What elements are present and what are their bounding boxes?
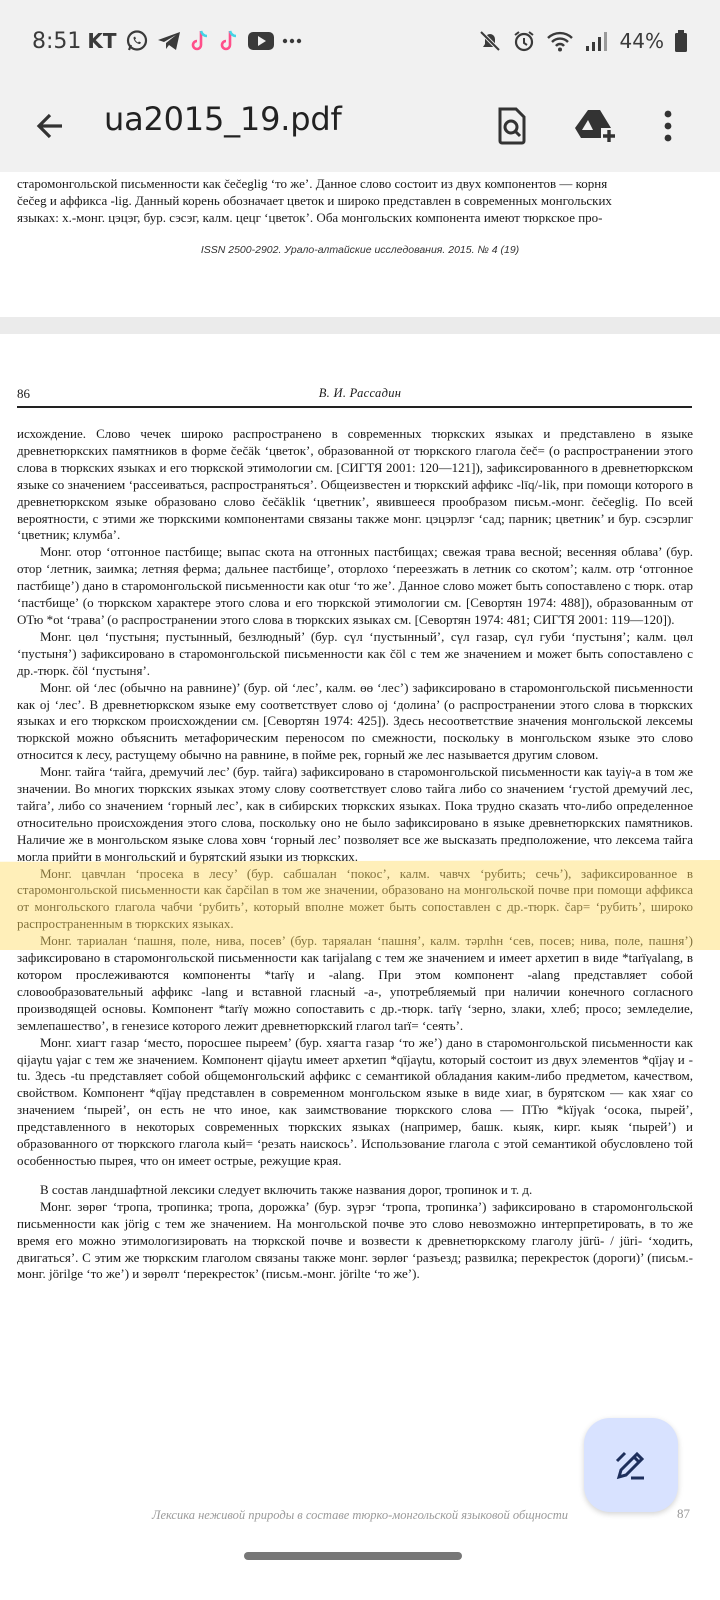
page-body [17, 426, 693, 1283]
header-rule [17, 406, 692, 408]
mute-icon [478, 29, 502, 53]
scroll-handle[interactable] [244, 1552, 462, 1560]
pdf-page-previous [0, 172, 720, 317]
page-text [17, 176, 693, 227]
edit-pen-icon [613, 1447, 649, 1483]
pdf-page-86 [0, 334, 720, 1600]
add-to-drive-button[interactable] [572, 100, 620, 152]
paragraph: Монг. цөл ‘пустыня; пустынный, безлюдный’ (бур. сүл ‘пустынный’, сүл газар, сүл губи ‘пустыня’; калм. цөл ‘пустыня’) зафиксировано в старомонгольской письменности как čöl с тем же значением и может быть сопоставлено с др.-тюрк. čöl ‘пустыня’. [17, 628, 693, 678]
page-footer: ISSN 2500-2902. Урало-алтайские исследования. 2015. № 4 (19) [200, 244, 520, 256]
paragraph: Монг. отор ‘отгонное пастбище; выпас скота на отгонных пастбищах; свежая трава весной; весенняя облава’ (бур. отор ‘летник, заимка; летняя ферма; дальнее пастбище’, оторлохо ‘переезжать в летник со скотом’; калм. отр ‘отгонное пастбище’) дано в старомонгольской письменности как otur ‘то же’. Данное слово может быть сопоставлено с тюрк. отар ‘пастбище’ (о тюркском характере этого слова и его тюркской этимологии см. [Севортян 1974: 488]), образованным от ОТю *ot ‘трава’ (о распространении этого слова в тюркских языках см. [Севортян 1974: 481; СИГТЯ 2001: 119—120]). [17, 544, 693, 627]
status-time: 8:51 [32, 28, 82, 54]
more-vert-icon [663, 110, 673, 142]
paragraph: В состав ландшафтной лексики следует включить также названия дорог, тропинок и т. д. [40, 1181, 533, 1197]
paragraph: исхождение. Слово чечек широко распространено в современных тюркских языках и представлено в языке древнетюркских памятников в форме čečäk ‘цветок’, образованной от тюркского глагола čeč= (о распространении этого слова в тюркских языках и его тюркской этимологии см. [СИГТЯ 2001: 120—121]), зафиксированного в древнетюркском языке со значением ‘рассеиваться, распространяться’. Общеизвестен и тюркский аффикс -līq/-lik, при помощи которого в древнетюркском языке образовано слово čečäklik ‘цветник’, явившееся прообразом письм.-монг. čečeglig. По всей вероятности, с этими же тюркскими компонентами связаны также монг. цэцэрлэг ‘сад; парник; цветник’ и бур. сэсэрлиг ‘цветник; клумба’. [17, 426, 693, 543]
more-notifications-icon [282, 36, 302, 46]
paragraph: Монг. тариалан ‘пашня, поле, нива, посев’ (бур. таряалан ‘пашня’, калм. тәрлһн ‘сев, посев; нива, поле, пашня’) зафиксировано в старомонгольской письменности как tarijalang с тем же значением и имеет архетип в виде *tarïγalang, в котором прослеживаются компоненты *tarïγ и -alang. При этом компонент -alang представляет собой словообразовательный аффикс -lang и вставной гласный -a-, употребляемый при наличии конечного согласного производящей основы. Компонент *tarïγ можно сопоставить с др.-тюрк. tarïγ ‘зерно, злаки, хлеб; просо; земледелие, землепашество’, в генезисе которого лежит древнетюркский глагол tarï= ‘сеять’. [17, 933, 693, 1033]
page-number: 86 [17, 386, 30, 401]
text-line: čečeg и аффикса -lig. Данный корень обозначает цветок и широко представлен в современных монгольских [17, 192, 612, 208]
arrow-back-icon [34, 110, 66, 142]
status-bar [0, 0, 720, 82]
search-document-icon [496, 107, 528, 145]
paragraph: Монг. хиагт газар ‘место, поросшее пыреем’ (бур. хяагта газар ‘то же’) дано в старомонгольской письменности как qijaγtu γajar с тем же значением. Компонент qijaγtu имеет архетип *qïjaγtu, который состоит из двух элементов *qïjaγ и -tu. Здесь -tu представляет собой общемонгольский аффикс с семантикой обладания каким-либо предметом, качеством, свойством. Компонент *qïjaγ представлен в современном монгольском языке в виде хиаг, в бурятском — как хяаг со значением ‘пырей’, он есть не что иное, как заимствование тюркского слова — ПТю *kïjγak ‘осока, пырей’, представленного в некоторых современных тюркских языках (например, башк. кыяк, кирг. кыяк ‘пырей’) и образованного от тюркского глагола кый= ‘резать наискось’. Использование глагола с этой семантикой обусловлено той особенностью пырея, что он имеет острые, режущие края. [17, 1034, 693, 1168]
whatsapp-icon [125, 29, 149, 53]
paragraph: Монг. цавчлан ‘просека в лесу’ (бур. сабшалан ‘покос’, калм. чавчх ‘рубить; сечь’), зафиксированное в старомонгольской письменности как čapčilan в том же значении, образовано на монгольской почве при помощи аффикса от монгольского глагола чабчи ‘рубить’, который вполне может быть сопоставлен с др.-тюрк. čap= ‘рубить’, широко распространенным в тюркских языках. [17, 865, 693, 932]
more-options-button[interactable] [644, 100, 692, 152]
battery-percent: 44% [619, 29, 664, 53]
paragraph: Монг. ой ‘лес (обычно на равнине)’ (бур. ой ‘лес’, калм. өө ‘лес’) зафиксировано в старомонгольской письменности как oj ‘лес’. В древнетюркском языке ему соответствует слово oj ‘долина’ (о распространении этого слова в тюркских языках и его тюркском происхождении см. [Севортян 1974: 425]). Здесь несоответствие значения монгольской лексемы тюркской можно объяснить метафорическим переносом по смежности, поскольку в монгольском языке это слово относится к лесу, растущему обычно на равнине, в пойме рек, горный же лес называется другим словом. [17, 679, 693, 763]
pdf-viewer[interactable] [0, 172, 720, 1600]
paragraph: Монг. тайга ‘тайга, дремучий лес’ (бур. тайга) зафиксировано в старомонгольской письменности как tayiγ-a в том же значении. Во многих тюркских языках этому слову соответствует слово тайга либо со значением ‘густой дремучий лес, тайга’, либо со значением ‘горный лес’, как в сибирских тюркских языках. Пока трудно сказать что-либо определенное относительно происхождения этого слова, поскольку оно не было зафиксировано в языке древнетюркских памятников. Наличие же в монгольском языке слова ховч ‘горный лес’ позволяет все же высказать предположение, что лексема тайга могла прийти в монгольский и бурятский языки из тюркских. [17, 764, 693, 864]
system-icons [478, 29, 688, 53]
page-number: 87 [677, 1506, 690, 1521]
tiktok-icon [189, 29, 211, 53]
signal-icon [584, 30, 610, 52]
telegram-icon [156, 30, 182, 52]
wifi-icon [546, 30, 574, 52]
drive-add-icon [575, 108, 617, 144]
edit-fab-button[interactable] [584, 1418, 678, 1512]
notification-icons [125, 29, 302, 53]
find-in-document-button[interactable] [488, 100, 536, 152]
text-line: старомонгольской письменности как čečeglig ‘то же’. Данное слово состоит из двух компонентов — корня [17, 176, 608, 191]
alarm-icon [512, 29, 536, 53]
document-title: ua2015_19.pdf [104, 100, 342, 138]
status-carrier: KT [87, 29, 117, 53]
back-button[interactable] [26, 102, 74, 150]
paragraph: Монг. зөрөг ‘тропа, тропинка; тропа, дорожка’ (бур. зүрэг ‘тропа, тропинка’) зафиксировано в старомонгольской письменности как jörig с тем же значением. На монгольской почве это слово невозможно интерпретировать, в то же время его можно этимологизировать на тюркской почве и возвести к древнетюркскому глаголу jürü- / jüri- ‘ходить, двигаться’. С этим же тюркским глаголом связаны также монг. зөрлөг ‘разъезд; развилка; перекресток (дороги)’ (письм.-монг. jörilge ‘то же’) и зөрөлт ‘перекресток’ (письм.-монг. jörilte ‘то же’). [17, 1198, 693, 1282]
battery-icon [674, 29, 688, 53]
text-line: языках: х.-монг. цэцэг, бур. сэсэг, калм. цецг ‘цветок’. Оба монгольских компонента имеют тюркское про- [17, 209, 603, 225]
running-header-author: В. И. Рассадин [318, 386, 402, 400]
youtube-icon [247, 30, 275, 52]
running-header-title: Лексика неживой природы в составе тюрко-монгольской языковой общности [152, 1508, 568, 1522]
app-bar [0, 82, 720, 172]
tiktok-icon [218, 29, 240, 53]
